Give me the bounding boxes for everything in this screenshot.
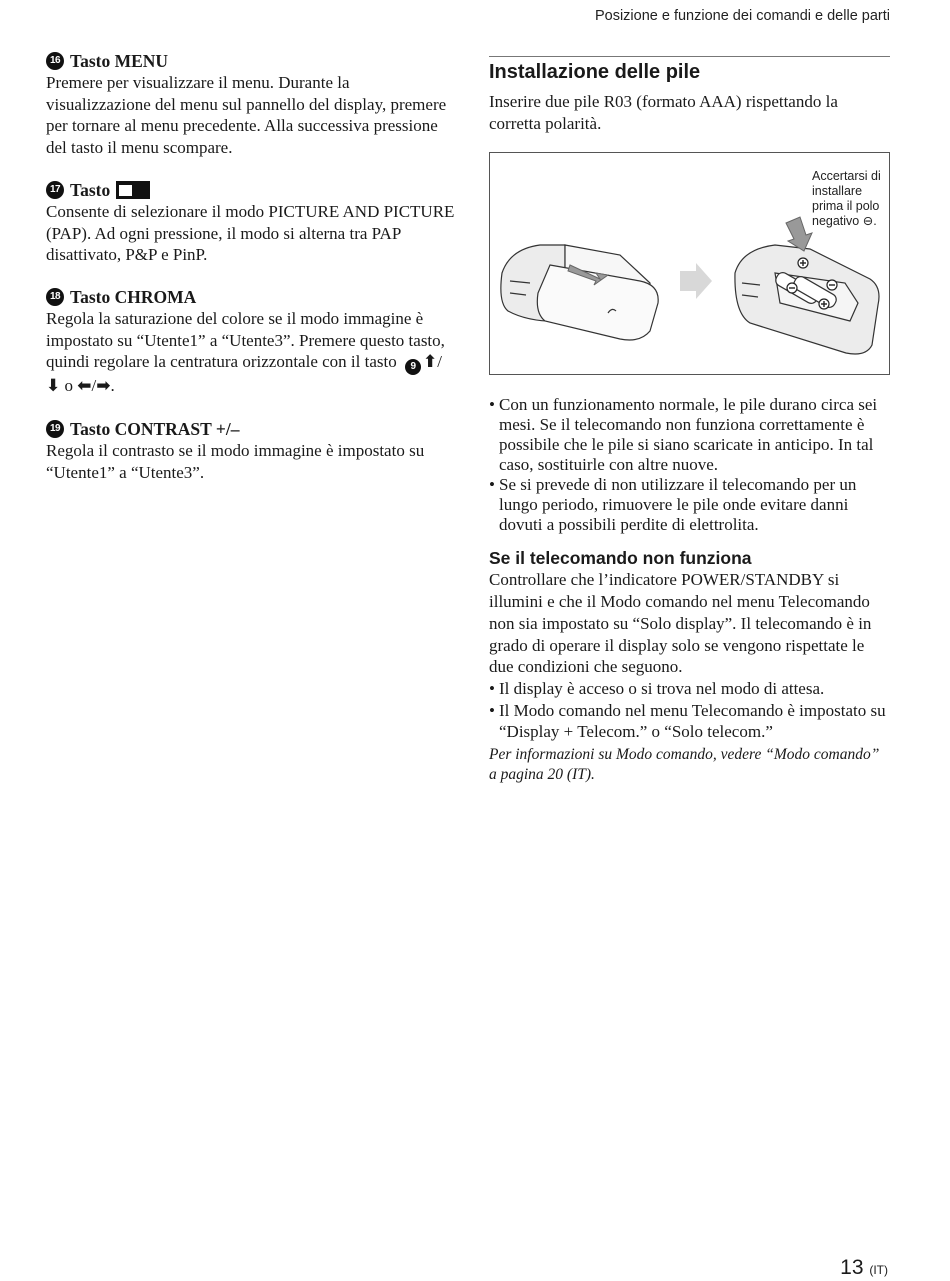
running-header: Posizione e funzione dei comandi e delle parti: [594, 8, 890, 24]
pap-icon: [116, 181, 150, 199]
section-text: Regola la saturazione del colore se il modo immagine è impostato su “Utente1” a “Utente3”. Premere questo tasto, quindi regolare la centratura orizzontale con il tasto 9 ⬆/⬇ o ⬅/➡.: [46, 308, 445, 397]
language-code: (IT): [869, 1263, 888, 1277]
section-title: Tasto CONTRAST +/–: [70, 418, 240, 439]
section-chroma-key: [46, 286, 456, 398]
list-item: • Il display è acceso o si trova nel modo di attesa.: [489, 678, 890, 700]
section-text: Premere per visualizzare il menu. Durante la visualizzazione del menu sul pannello del display, premere per tornare al menu precedente. Alla successiva pressione del tasto il menu scompare.: [46, 73, 447, 158]
step-arrow-icon: [680, 263, 712, 299]
left-arrow-icon: ⬅: [77, 376, 92, 397]
battery-notes-list: [489, 395, 890, 535]
item-number-badge: 9: [405, 359, 421, 375]
right-column: [489, 56, 890, 785]
list-item: • Se si prevede di non utilizzare il telecomando per un lungo periodo, rimuovere le pile onde evitare danni dovuti a possibili perdite di elettrolita.: [489, 475, 890, 535]
reference-note: Per informazioni su Modo comando, vedere “Modo comando” a pagina 20 (IT).: [489, 746, 880, 784]
list-item: • Il Modo comando nel menu Telecomando è impostato su “Display + Telecom.” o “Solo telecom.”: [489, 700, 890, 743]
section-title: Tasto: [70, 179, 111, 200]
item-number-badge: 18: [46, 288, 64, 306]
section-title: Tasto MENU: [70, 51, 169, 71]
section-title: Tasto CHROMA: [70, 286, 197, 307]
section-text: Consente di selezionare il modo PICTURE AND PICTURE (PAP). Ad ogni pressione, il modo si alterna tra PAP disattivato, P&P e PinP.: [46, 201, 455, 265]
section-text: Regola il contrasto se il modo immagine è impostato su “Utente1” a “Utente3”.: [46, 440, 425, 482]
list-item: • Con un funzionamento normale, le pile durano circa sei mesi. Se il telecomando non funziona correttamente è possibile che le pile si siano scaricate in anticipo. In tal caso, sostituirle con altre nuove.: [489, 395, 890, 475]
heading-remote-not-working: Se il telecomando non funziona: [489, 548, 752, 569]
heading-battery-installation: Installazione delle pile: [489, 61, 701, 83]
item-number-badge: 16: [46, 52, 64, 70]
right-arrow-icon: ➡: [96, 376, 111, 397]
section-menu-key: [46, 50, 456, 159]
intro-text: Inserire due pile R03 (formato AAA) rispettando la corretta polarità.: [489, 92, 838, 133]
insert-arrow-icon: [786, 217, 812, 251]
conditions-list: [489, 678, 890, 743]
battery-installation-figure: [489, 152, 890, 375]
item-number-badge: 17: [46, 181, 64, 199]
left-column: [46, 50, 456, 503]
figure-caption: Accertarsi di installare prima il polo negativo ⊖.: [812, 169, 881, 229]
item-number-badge: 19: [46, 420, 64, 438]
down-arrow-icon: ⬇: [46, 376, 61, 397]
remote-open-cover-illustration: [501, 245, 658, 340]
section-contrast-key: [46, 418, 456, 483]
section-rule: [489, 56, 890, 57]
up-arrow-icon: ⬆: [422, 352, 438, 373]
section-pap-key: [46, 179, 456, 266]
troubleshoot-text: Controllare che l’indicatore POWER/STANDBY si illumini e che il Modo comando nel menu Telecomando non sia impostato su “Solo display”. Il telecomando è in grado di operare il display solo se vengono rispettate le due condizioni che seguono.: [489, 570, 872, 677]
page-number: 13 (IT): [840, 1256, 888, 1279]
